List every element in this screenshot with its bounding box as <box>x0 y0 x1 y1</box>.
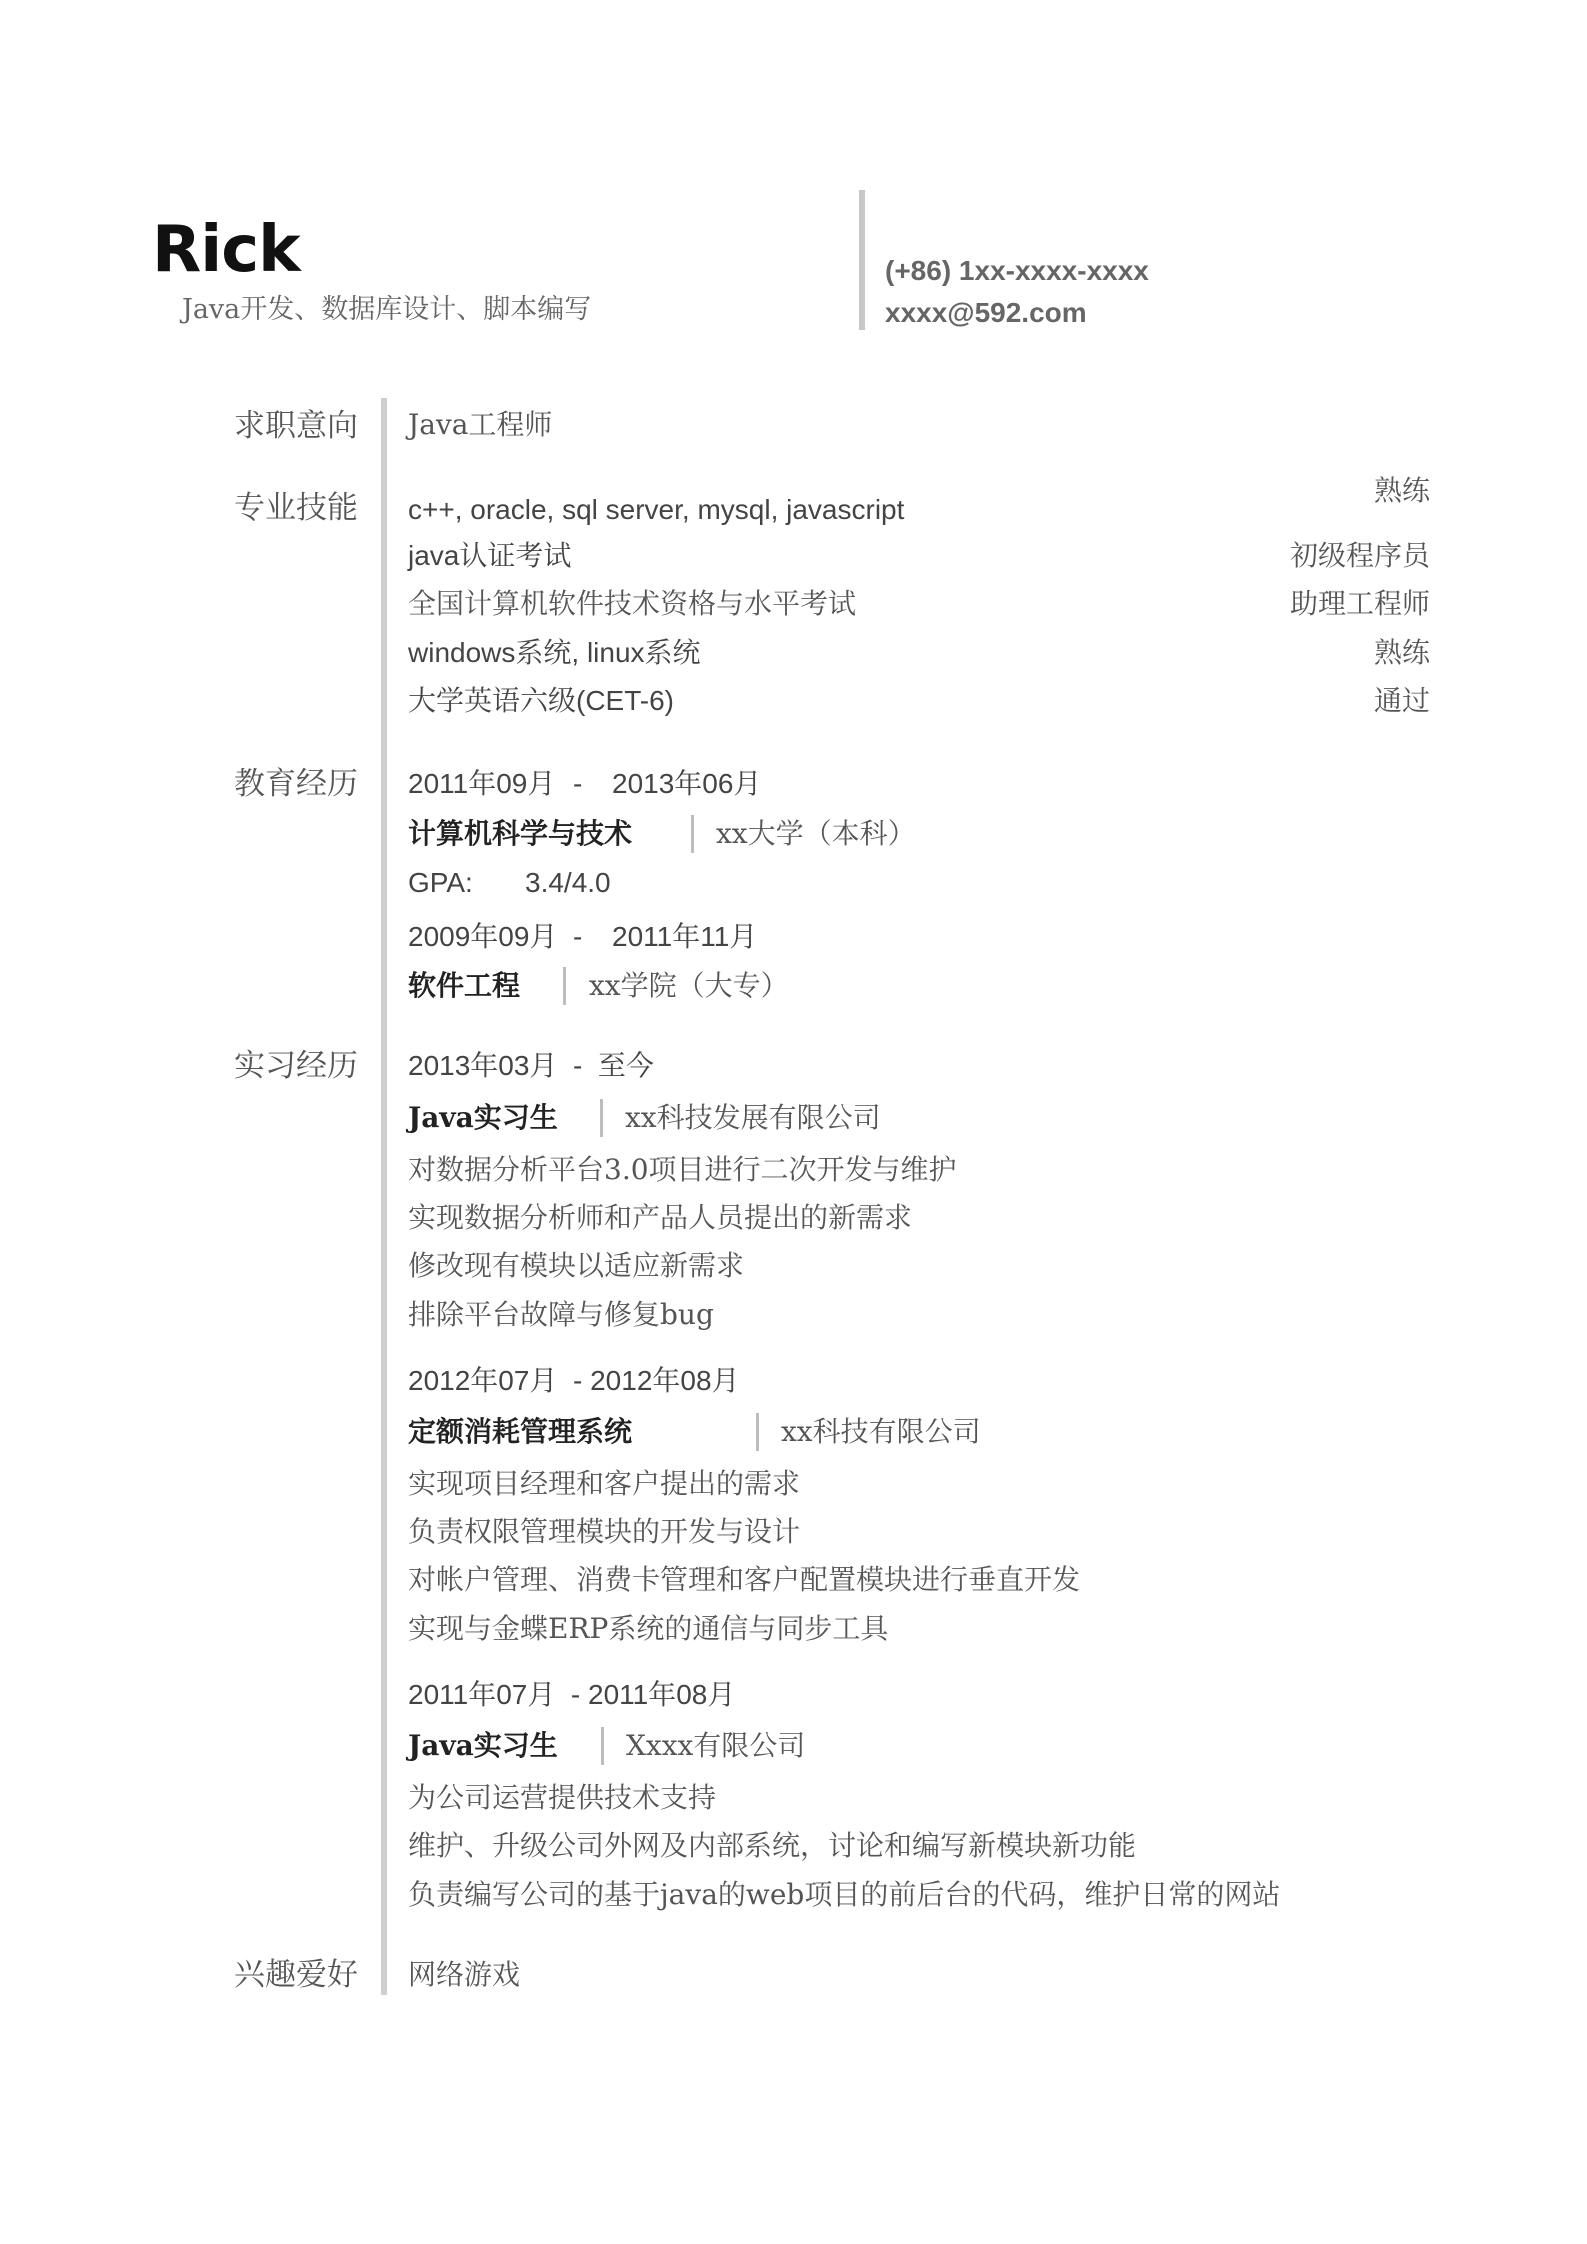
education-period-start: 2009年09月 <box>408 921 558 952</box>
section-label-skills: 专业技能 <box>234 490 358 526</box>
education-period-end: 2013年06月 <box>612 768 762 799</box>
field-separator <box>691 815 694 853</box>
internship-duty: 实现与金蝶ERP系统的通信与同步工具 <box>408 1612 889 1645</box>
internship-duty: 排除平台故障与修复bug <box>408 1298 714 1331</box>
internship-duty: 负责编写公司的基于java的web项目的前后台的代码，维护日常的网站 <box>408 1878 1281 1911</box>
internship-duty: 对数据分析平台3.0项目进行二次开发与维护 <box>408 1153 957 1186</box>
candidate-tagline: Java开发、数据库设计、脚本编写 <box>182 294 592 325</box>
gpa-value: 3.4/4.0 <box>525 867 611 898</box>
contact-email: xxxx@592.com <box>885 297 1087 328</box>
internship-duty: 对帐户管理、消费卡管理和客户配置模块进行垂直开发 <box>408 1563 1081 1596</box>
skill-name: 全国计算机软件技术资格与水平考试 <box>408 587 857 620</box>
internship-role: 定额消耗管理系统 <box>408 1415 633 1448</box>
skill-name: java认证考试 <box>408 540 572 571</box>
education-period-separator: - <box>573 921 583 952</box>
skill-level: 熟练 <box>1373 636 1430 669</box>
internship-duty: 实现项目经理和客户提出的需求 <box>408 1467 801 1500</box>
gpa-label: GPA: <box>408 867 473 898</box>
education-major: 计算机科学与技术 <box>408 817 633 850</box>
skill-name: 大学英语六级(CET-6) <box>408 685 675 716</box>
skill-level: 初级程序员 <box>1289 539 1430 572</box>
internship-period: 2012年07月 - 2012年08月 <box>408 1365 740 1396</box>
internship-duty: 为公司运营提供技术支持 <box>408 1781 717 1814</box>
education-school: xx学院（大专） <box>589 969 789 1002</box>
internship-company: xx科技发展有限公司 <box>625 1101 881 1134</box>
field-separator <box>601 1727 604 1765</box>
skill-level: 助理工程师 <box>1289 587 1430 620</box>
skill-level: 熟练 <box>1373 474 1430 507</box>
internship-company: Xxxx有限公司 <box>626 1729 806 1762</box>
education-school: xx大学（本科） <box>716 817 916 850</box>
internship-duty: 负责权限管理模块的开发与设计 <box>408 1515 801 1548</box>
education-major: 软件工程 <box>408 969 521 1002</box>
section-divider <box>381 398 387 1995</box>
hobbies-value: 网络游戏 <box>408 1958 521 1991</box>
contact-phone: (+86) 1xx-xxxx-xxxx <box>885 255 1149 286</box>
section-label-internship: 实习经历 <box>234 1048 358 1084</box>
field-separator <box>563 967 566 1005</box>
internship-company: xx科技有限公司 <box>781 1415 981 1448</box>
internship-period: 2011年07月 - 2011年08月 <box>408 1679 736 1710</box>
education-period-separator: - <box>573 768 583 799</box>
field-separator <box>756 1413 759 1451</box>
skill-name: windows系统, linux系统 <box>408 637 701 668</box>
candidate-name: Rick <box>152 213 300 287</box>
objective-value: Java工程师 <box>408 408 553 441</box>
section-label-hobbies: 兴趣爱好 <box>234 1957 358 1993</box>
internship-period: 2013年03月 - 至今 <box>408 1050 654 1081</box>
education-period-start: 2011年09月 <box>408 768 556 799</box>
internship-role: Java实习生 <box>408 1101 558 1134</box>
field-separator <box>600 1099 603 1137</box>
section-label-objective: 求职意向 <box>234 408 358 444</box>
internship-duty: 修改现有模块以适应新需求 <box>408 1249 745 1282</box>
internship-duty: 维护、升级公司外网及内部系统，讨论和编写新模块新功能 <box>408 1829 1137 1862</box>
skill-name: c++, oracle, sql server, mysql, javascript <box>408 494 905 525</box>
internship-role: Java实习生 <box>408 1729 558 1762</box>
skill-level: 通过 <box>1373 684 1430 717</box>
section-label-education: 教育经历 <box>234 766 358 802</box>
education-period-end: 2011年11月 <box>612 921 758 952</box>
internship-duty: 实现数据分析师和产品人员提出的新需求 <box>408 1201 913 1234</box>
header-divider <box>859 190 865 330</box>
